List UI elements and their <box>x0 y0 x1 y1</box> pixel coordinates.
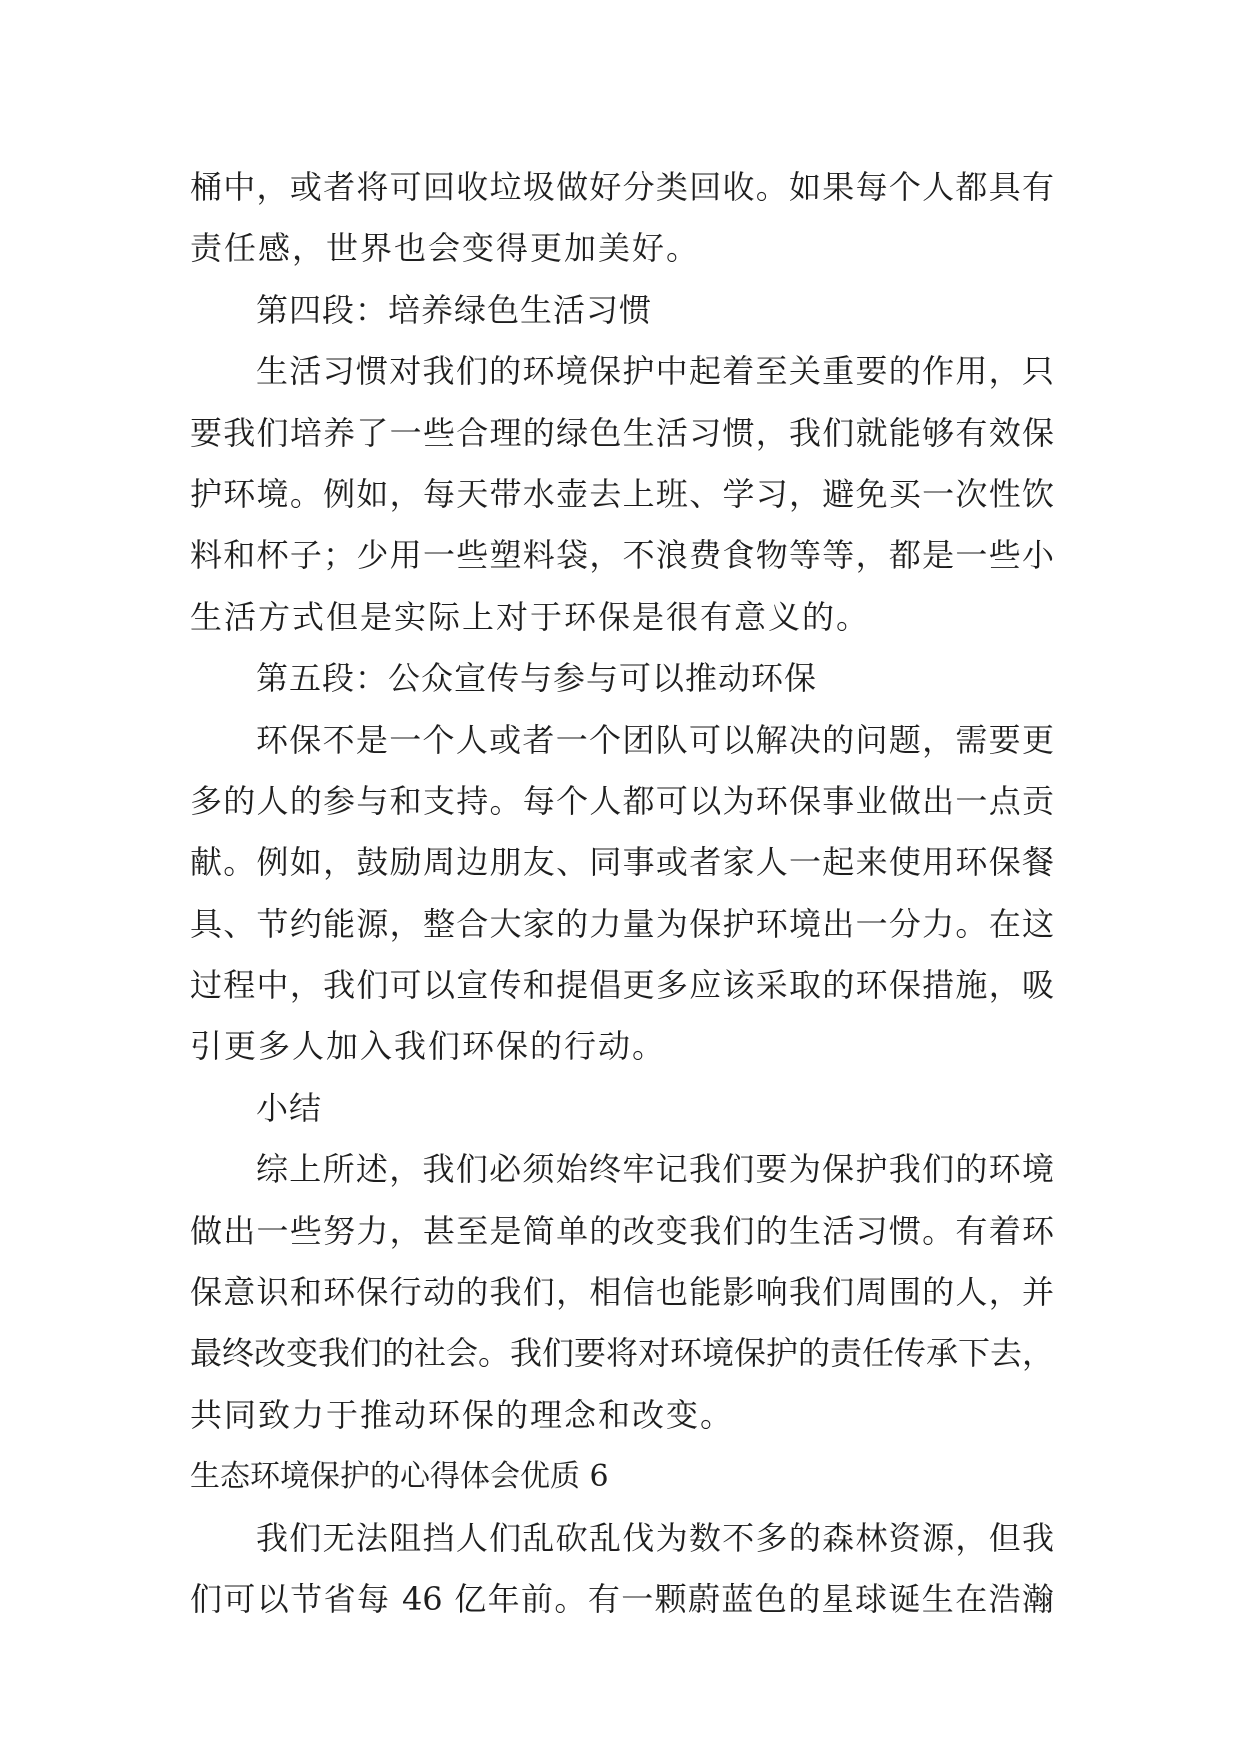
paragraph-line: 责任感，世界也会变得更加美好。 <box>190 229 701 268</box>
document-body <box>190 157 1054 1630</box>
paragraph-line: 护环境。例如，每天带水壶去上班、学习，避免买一次性饮 <box>190 474 1054 513</box>
paragraph-line: 生活方式但是实际上对于环保是很有意义的。 <box>190 597 871 636</box>
paragraph-line: 做出一些努力，甚至是简单的改变我们的生活习惯。有着环 <box>190 1211 1054 1250</box>
paragraph-line: 生活习惯对我们的环境保护中起着至关重要的作用，只 <box>256 352 1054 391</box>
paragraph-line: 最终改变我们的社会。我们要将对环境保护的责任传承下去， <box>190 1334 1055 1373</box>
paragraph-line: 具、节约能源，整合大家的力量为保护环境出一分力。在这 <box>190 904 1054 943</box>
paragraph-line: 们可以节省每 46 亿年前。有一颗蔚蓝色的星球诞生在浩瀚 <box>190 1579 1054 1618</box>
paragraph-line: 料和杯子；少用一些塑料袋，不浪费食物等等，都是一些小 <box>190 536 1054 575</box>
paragraph-line: 综上所述，我们必须始终牢记我们要为保护我们的环境 <box>256 1150 1054 1189</box>
paragraph-line: 多的人的参与和支持。每个人都可以为环保事业做出一点贡 <box>190 781 1054 820</box>
paragraph-line: 献。例如，鼓励周边朋友、同事或者家人一起来使用环保餐 <box>190 843 1054 882</box>
paragraph-line: 共同致力于推动环保的理念和改变。 <box>190 1395 735 1434</box>
paragraph-line: 要我们培养了一些合理的绿色生活习惯，我们就能够有效保 <box>190 413 1054 452</box>
article-title: 生态环境保护的心得体会优质 6 <box>190 1459 609 1495</box>
paragraph-line: 环保不是一个人或者一个团队可以解决的问题，需要更 <box>256 720 1054 759</box>
paragraph-line: 桶中，或者将可回收垃圾做好分类回收。如果每个人都具有 <box>190 168 1054 206</box>
section-heading: 第五段：公众宣传与参与可以推动环保 <box>256 659 818 698</box>
paragraph-line: 过程中，我们可以宣传和提倡更多应该采取的环保措施，吸 <box>190 966 1054 1005</box>
section-heading: 小结 <box>256 1088 323 1127</box>
section-heading: 第四段：培养绿色生活习惯 <box>256 290 653 329</box>
paragraph-line: 我们无法阻挡人们乱砍乱伐为数不多的森林资源，但我 <box>256 1518 1054 1557</box>
paragraph-line: 引更多人加入我们环保的行动。 <box>190 1027 667 1066</box>
paragraph-line: 保意识和环保行动的我们，相信也能影响我们周围的人，并 <box>190 1273 1054 1312</box>
